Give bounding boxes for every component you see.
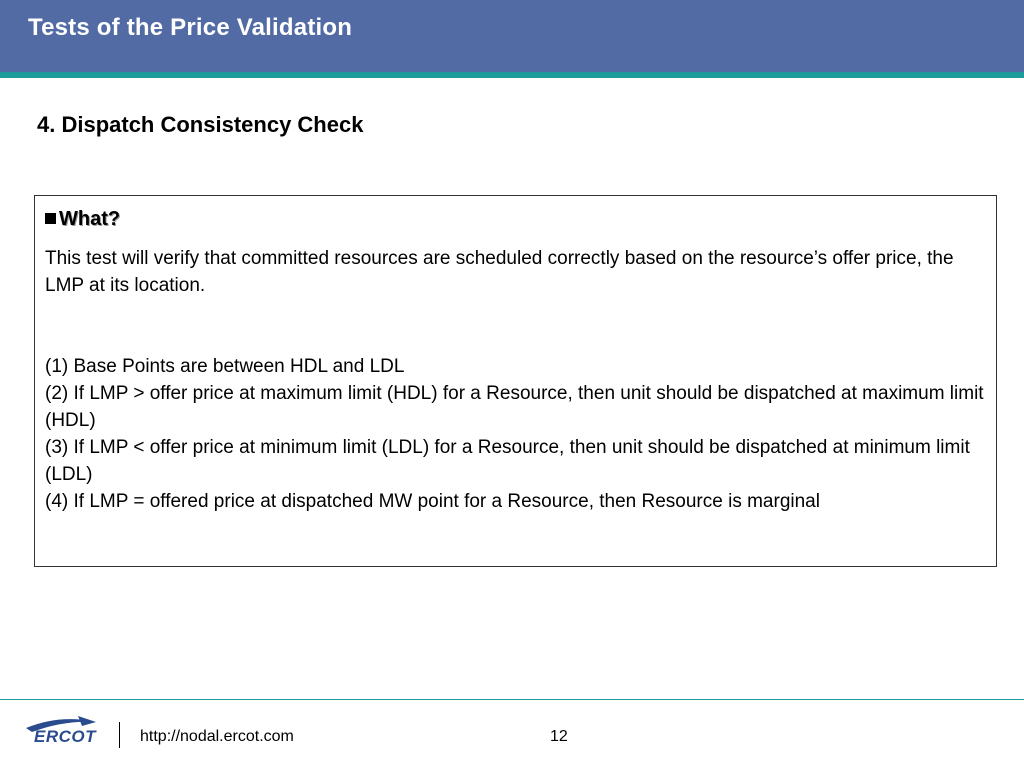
footer-divider [119, 722, 120, 748]
list-item: (4) If LMP = offered price at dispatched MW point for a Resource, then Resource is marginal [45, 491, 820, 512]
content-box [34, 195, 997, 567]
slide-title: Tests of the Price Validation [28, 14, 353, 41]
title-bar [0, 0, 1024, 72]
criteria-list [45, 353, 986, 515]
spacer [45, 299, 986, 353]
section-subtitle: 4. Dispatch Consistency Check [37, 112, 364, 137]
square-bullet-icon [45, 213, 56, 224]
what-heading-label: What? [59, 208, 121, 230]
page-number: 12 [550, 728, 568, 745]
what-heading [45, 208, 986, 231]
header-accent-rule [0, 72, 1024, 78]
footer-accent-rule [0, 699, 1024, 700]
list-item: (1) Base Points are between HDL and LDL [45, 356, 405, 377]
list-item: (2) If LMP > offer price at maximum limit (HDL) for a Resource, then unit should be dispatched at maximum limit (HDL) [45, 383, 984, 431]
footer-url-link[interactable]: http://nodal.ercot.com [140, 728, 294, 745]
list-item: (3) If LMP < offer price at minimum limit (LDL) for a Resource, then unit should be dispatched at minimum limit (LDL) [45, 437, 970, 485]
ercot-logo-text: ERCOT [34, 727, 96, 746]
intro-paragraph: This test will verify that committed resources are scheduled correctly based on the resource’s offer price, the LMP at its location. [45, 248, 954, 296]
